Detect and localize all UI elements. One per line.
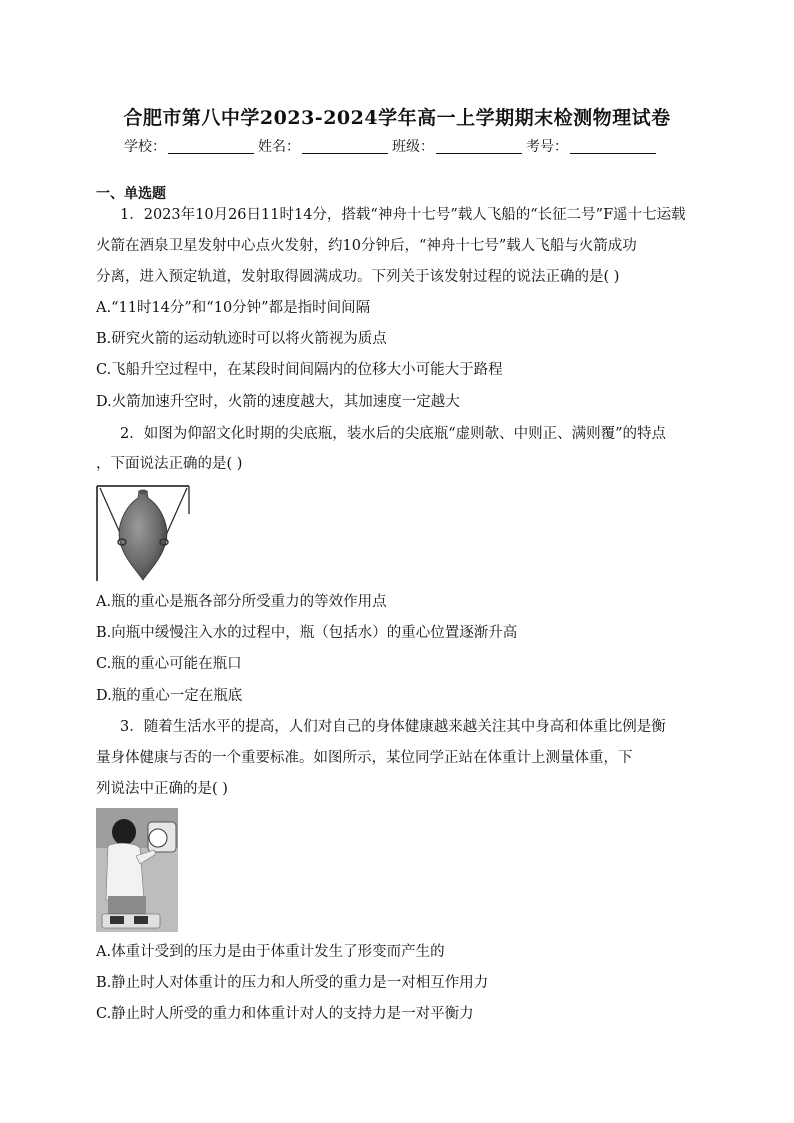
q2-line-1: 2．如图为仰韶文化时期的尖底瓶，装水后的尖底瓶“虚则欹、中则正、满则覆”的特点 xyxy=(120,426,667,442)
page-title: 合肥市第八中学2023-2024学年高一上学期期末检测物理试卷 xyxy=(123,107,671,129)
q2-option-a: A.瓶的重心是瓶各部分所受重力的等效作用点 xyxy=(96,594,387,610)
q1-option-a: A.“11时14分”和“10分钟”都是指时间间隔 xyxy=(96,300,371,316)
q1-line-1: 1．2023年10月26日11时14分，搭载“神舟十七号”载人飞船的“长征二号”F遥十七运载 xyxy=(120,207,686,223)
q3-option-b: B.静止时人对体重计的压力和人所受的重力是一对相互作用力 xyxy=(96,975,489,991)
q2-line-2: ，下面说法正确的是( ) xyxy=(96,456,243,472)
section-heading: 一、单选题 xyxy=(96,186,166,202)
school-label: 学校： xyxy=(124,139,166,155)
name-blank[interactable] xyxy=(302,138,388,154)
q2-option-b: B.向瓶中缓慢注入水的过程中，瓶（包括水）的重心位置逐渐升高 xyxy=(96,625,518,641)
q1-line-3: 分离，进入预定轨道，发射取得圆满成功。下列关于该发射过程的说法正确的是( ) xyxy=(96,269,620,285)
class-label: 班级： xyxy=(392,139,434,155)
number-blank[interactable] xyxy=(570,138,656,154)
q3-line-1: 3．随着生活水平的提高，人们对自己的身体健康越来越关注其中身高和体重比例是衡 xyxy=(120,719,666,735)
q3-option-a: A.体重计受到的压力是由于体重计发生了形变而产生的 xyxy=(96,944,445,960)
q1-line-2: 火箭在酒泉卫星发射中心点火发射，约10分钟后，“神舟十七号”载人飞船与火箭成功 xyxy=(96,238,637,254)
q3-line-2: 量身体健康与否的一个重要标准。如图所示，某位同学正站在体重计上测量体重，下 xyxy=(96,750,633,766)
name-label: 姓名： xyxy=(258,139,300,155)
q2-option-c: C.瓶的重心可能在瓶口 xyxy=(96,656,242,672)
q1-option-b: B.研究火箭的运动轨迹时可以将火箭视为质点 xyxy=(96,331,387,347)
q3-option-c: C.静止时人所受的重力和体重计对人的支持力是一对平衡力 xyxy=(96,1006,474,1022)
pointed-bottom-bottle-image xyxy=(96,484,190,582)
number-label: 考号： xyxy=(526,139,568,155)
q1-option-d: D.火箭加速升空时，火箭的速度越大，其加速度一定越大 xyxy=(96,394,460,410)
scale-weighing-photo xyxy=(96,808,178,932)
student-info-row xyxy=(124,136,660,156)
q2-option-d: D.瓶的重心一定在瓶底 xyxy=(96,688,243,704)
school-blank[interactable] xyxy=(168,138,254,154)
q1-option-c: C.飞船升空过程中，在某段时间间隔内的位移大小可能大于路程 xyxy=(96,362,503,378)
q3-line-3: 列说法中正确的是( ) xyxy=(96,781,228,797)
class-blank[interactable] xyxy=(436,138,522,154)
